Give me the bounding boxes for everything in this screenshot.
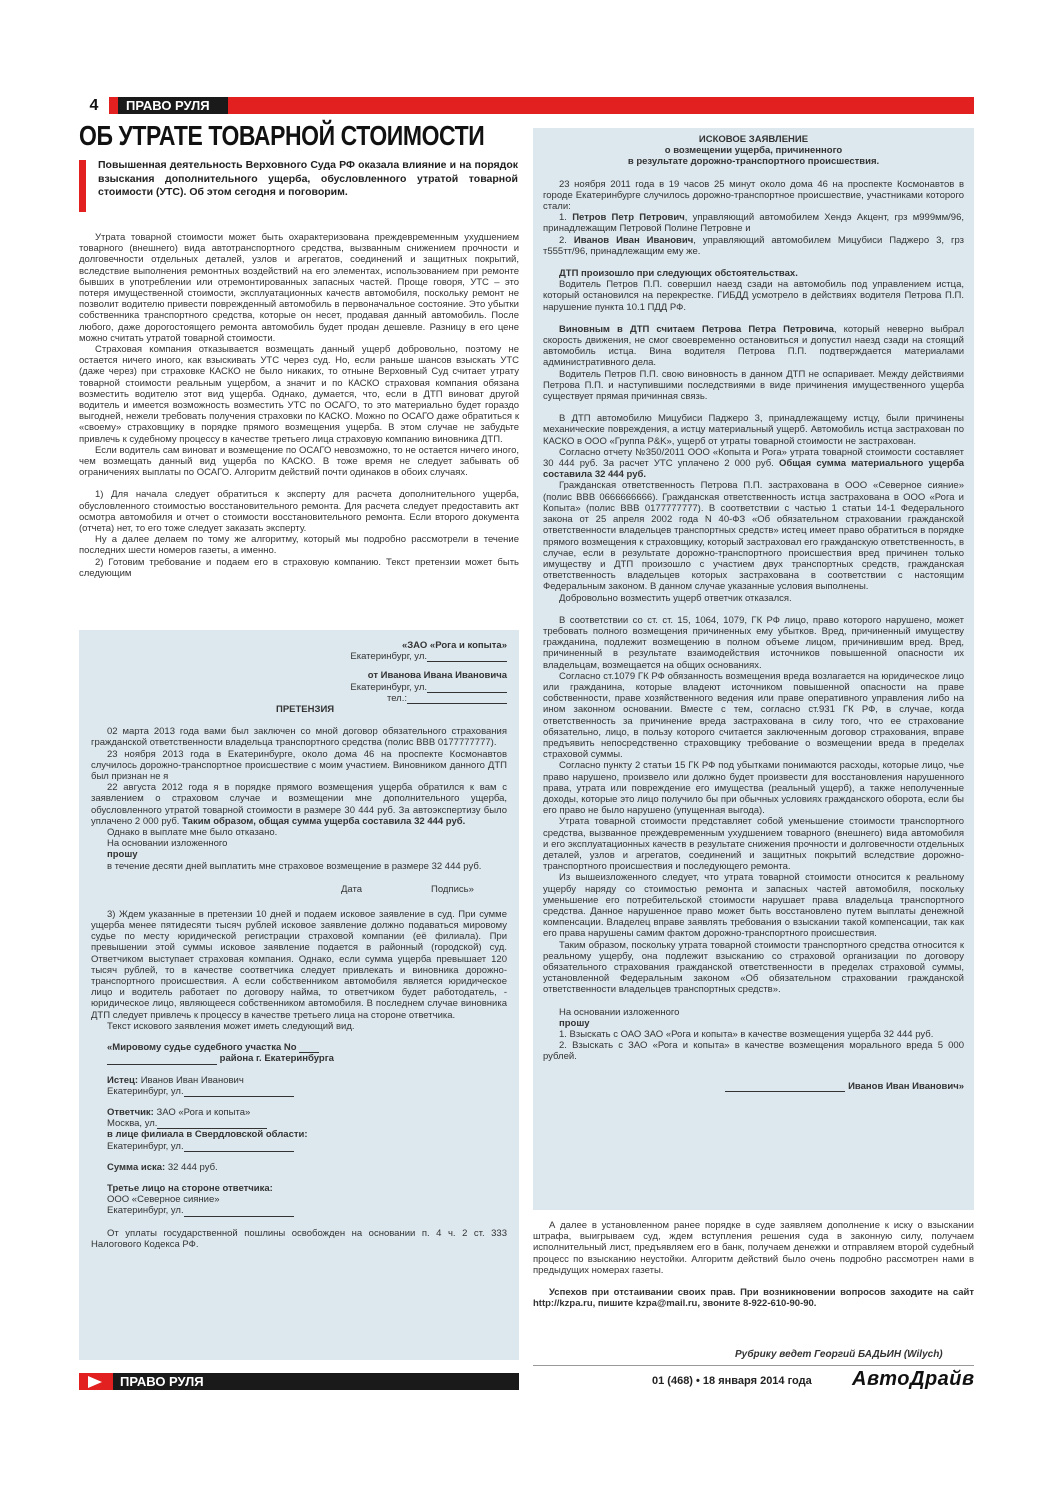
article-headline: ОБ УТРАТЕ ТОВАРНОЙ СТОИМОСТИ	[79, 120, 485, 151]
paragraph: 22 августа 2012 года я в порядке прямого возмещения ущерба обратился к вам с заявлением о страховом случае и возмещении мне дополнительного ущерба, обусловленного утратой товарной стоимости в размере 30 444 руб. За автоэкспертизу было уплачено 2 000 руб. Таким образом, общая сумма ущерба составила 32 444 руб.	[91, 782, 507, 827]
divider	[533, 1365, 974, 1366]
paragraph: От уплаты государственной пошлины освобожден на основании п. 4 ч. 2 ст. 333 Налогового Кодекса РФ.	[91, 1227, 507, 1250]
paragraph: 1) Для начала следует обратиться к эксперту для расчета дополнительного ущерба, обусловленного стоимостью восстановительного ремонта. Для расчета следует предоставить акт осмотра автомобиля и отчет о стоимости восстановительного ремонта. Если второго документа (отчета) нет, то его тоже следует заказать эксперту.	[79, 489, 519, 535]
lead-accent-bar	[79, 160, 86, 212]
paragraph: Страховая компания отказывается возмещать данный ущерб добровольно, поэтому не остается ничего иного, как взыскивать УТС через суд. Но, если раньше шансов взыскать УТС (даже через) при страховке КАСКО не было никаких, то отныне Верховный Суд считает утрату товарной стоимости реальным ущербом, а значит и по КАСКО страховая компания обязана возместить водителю этот вид ущерба. Однако, думается, что, если в ДТП виноват другой водитель и имеется возможность возместить УТС по ОСАГО, то это материально будет гораздо выгодней, нежели требовать получения страховки по КАСКО. Можно по ОСАГО даже обратиться к «своему» страховщику в порядке прямого возмещения ущерба. В этом случае не забудьте привлечь к судебному процессу в качестве третьего лица страховую компанию виновника ДТП.	[79, 344, 519, 445]
contacts-paragraph: Успехов при отстаивании своих прав. При возникновении вопросов заходите на сайт http://kzpa.ru, пишите kzpa@mail.ru, звоните 8-922-610-90-90.	[533, 1287, 974, 1310]
claim-from-city: Екатеринбург, ул.	[91, 682, 507, 693]
third-party-block: Третье лицо на стороне ответчика: ООО «Северное сияние» Екатеринбург, ул.	[107, 1183, 507, 1217]
paragraph: 2. Иванов Иван Иванович, управляющий автомобилем Мицубиси Паджеро 3, грз т555тт/96, принадлежащим ему же.	[543, 234, 964, 257]
paragraph: ДТП произошло при следующих обстоятельствах.	[559, 268, 798, 280]
lawsuit-box	[533, 128, 974, 1210]
paragraph: Ну а далее делаем по тому же алгоритму, который мы подробно рассмотрели в течение последних шести номеров газеты, а именно.	[79, 534, 519, 557]
paragraph: Таким образом, поскольку утрата товарной стоимости транспортного средства относится к реальному ущербу, она подлежит взысканию со страховой организации по договору обязательного страхования гражданской ответственности в пределах страховой суммы, установленной Федеральным законом «Об обязательном страховании гражданской ответственности владельцев транспортных средств».	[543, 939, 964, 996]
lawsuit-subtitle: о возмещении ущерба, причиненного	[664, 145, 843, 157]
paragraph: На основании изложенного	[559, 1006, 680, 1018]
paragraph: Утрата товарной стоимости представляет собой уменьшение стоимости транспортного средства, вызванное преждевременным ухудшением товарного (внешнего) вида автомобиля и его эксплуатационных качеств в результате снижения прочности и долговечности отдельных деталей, узлов и агрегатов, соединений и защитных покрытий вследствие дорожно-транспортного происшествия и последующего ремонта.	[543, 816, 964, 873]
rubric-author: Рубрику ведет Георгий БАДЬИН (Wilych)	[735, 1349, 943, 1360]
paragraph: Согласно отчету №350/2011 ООО «Копыта и Рога» утрата товарной стоимости составляет 30 444 руб. За расчет УТС уплачено 2 000 руб. Общая сумма материального ущерба составила 32 444 руб.	[543, 446, 964, 481]
claim-sum: Сумма иска: 32 444 руб.	[107, 1161, 218, 1173]
plaintiff-block: Истец: Иванов Иван Иванович Екатеринбург, ул.	[107, 1075, 507, 1097]
paragraph: Если водитель сам виноват и возмещение по ОСАГО невозможно, то не остается ничего иного, чем возмещать данный вид ущерба по КАСКО. В тоже время не следует забывать об ограничениях выплаты по ОСАГО. Алгоритм действий почти одинаков в обоих случаях.	[79, 444, 519, 479]
paragraph: 23 ноября 2013 года в Екатеринбурге, около дома 46 на проспекте Космонавтов случилось дорожно-транспортное происшествие с моим участием. Виновником данного ДТП был признан не я	[91, 748, 507, 783]
paragraph: Однако в выплате мне было отказано.	[107, 827, 278, 839]
paragraph: Добровольно возместить ущерб ответчик отказался.	[559, 592, 792, 604]
paragraph: Водитель Петров П.П. свою виновность в данном ДТП не оспаривает. Между действиями Петрова П.П. и наступившими последствиями в виде причинения имущественного ущерба существует прямая причинная связь.	[543, 368, 964, 403]
paragraph: Водитель Петров П.П. совершил наезд сзади на автомобиль под управлением истца, который остановился на перекрестке. ГИБДД усмотрело в действиях водителя Петрова П.П. нарушение пункта 10.1 ПДД РФ.	[543, 279, 964, 313]
paragraph: Утрата товарной стоимости может быть охарактеризована преждевременным ухудшением товарного (внешнего) вида автотранспортного средства, вызванным снижением прочности и долговечности отдельных деталей, узлов и агрегатов, соединений и защитных покрытий, вследствие выполнения ремонтных воздействий на его элементах, использованием при ремонте бывших в употреблении или отремонтированных запасных частей. Проще говоря, УТС – это потеря имущественной стоимости, эксплуатационных качеств автомобиля, поскольку ремонт не позволит водителю привести поврежденный автомобиль в первоначальное состояние. Это убытки собственника транспортного средства, которые он несет, продавая данный автомобиль. После любого, даже дорогостоящего ремонта автомобиль будет продан дешевле. Разницу в его цене можно считать утратой товарной стоимости.	[79, 232, 519, 344]
court-address: «Мировому судье судебного участка No	[107, 1042, 507, 1053]
paragraph: В соответствии со ст. ст. 15, 1064, 1079, ГК РФ лицо, право которого нарушено, может требовать полного возмещения причиненных ему убытков. Вред, причиненный имуществу гражданина, подлежит возмещению в полном объеме лицом, причинившим вред. Вред, причиненный в результате взаимодействия источников повышенной опасности их владельцам, возмещается на общих основаниях.	[543, 614, 964, 671]
closing-text	[533, 1220, 974, 1309]
paragraph: Согласно пункту 2 статьи 15 ГК РФ под убытками понимаются расходы, которые лицо, чье право нарушено, произвело или должно будет произвести для восстановления нарушенного права, утрата или повреждение его имущества (реальный ущерб), а также неполученные доходы, которые это лицо получило бы при обычных условиях гражданского оборота, если бы его право не было нарушено (упущенная выгода).	[543, 760, 964, 817]
paragraph: 2. Взыскать с ЗАО «Рога и копыта» в качестве возмещения морального вреда 5 000 рублей.	[543, 1040, 964, 1063]
paragraph: прошу	[107, 849, 138, 861]
defendant-block: Ответчик: ЗАО «Рога и копыта» Москва, ул. в лице филиала в Свердловской области: Екатеринбург, ул.	[107, 1106, 308, 1152]
paragraph: Виновным в ДТП считаем Петрова Петра Петровича, который неверно выбрал скорость движения, не смог своевременно остановиться и допустил наезд сзади на стоящий автомобиль истца. Вина водителя Петрова П.П. подтверждается материалами административного дела.	[543, 323, 964, 369]
claim-title: ПРЕТЕНЗИЯ	[276, 704, 335, 716]
claim-to-company: «ЗАО «Рога и копыта»	[401, 640, 507, 651]
paragraph: 02 марта 2013 года вами был заключен со мной договор обязательного страхования гражданской ответственности владельца транспортного средства (полис ВВВ 0177777777).	[91, 726, 507, 749]
court-address-2: района г. Екатеринбурга	[107, 1053, 507, 1064]
claim-from: от Иванова Ивана Ивановича	[367, 670, 507, 682]
paragraph: Согласно ст.1079 ГК РФ обязанность возмещения вреда возлагается на юридическое лицо или гражданина, которые владеют источником повышенной опасности на праве собственности, праве хозяйственного ведения или праве оперативного управления либо на ином законном основании. Вместе с тем, согласно ст.931 ГК РФ, в случае, когда ответственность за причинение вреда застрахована в силу того, что ее страхование обязательно, лицо, в пользу которого считается заключенным договор страхования, вправе предъявить непосредственно страховщику требование о возмещении вреда в пределах страховой суммы.	[543, 670, 964, 761]
paragraph: прошу	[559, 1017, 590, 1029]
claim-letter-box	[79, 630, 519, 1360]
rubric-label-top: ПРАВО РУЛЯ	[118, 97, 228, 114]
paragraph: в течение десяти дней выплатить мне страховое возмещение в размере 32 444 руб.	[107, 860, 482, 872]
paragraph: Из вышеизложенного следует, что утрата товарной стоимости относится к реальному ущербу наряду со стоимостью ремонта и запасных частей автомобиля, поскольку уменьшение его потребительской стоимости нарушает права владельца транспортного средства. Данное нарушенное право может быть восстановлено путем выплаты денежной компенсации. Владелец вправе заявлять требования о взыскании такой компенсации, так как его права нарушены самим фактом дорожно-транспортного происшествия.	[543, 872, 964, 940]
footer-rubric-label: ПРАВО РУЛЯ	[120, 1374, 204, 1389]
paragraph: Гражданская ответственность Петрова П.П. застрахована в ООО «Северное сияние» (полис ВВВ 0666666666). Гражданская ответственность истца застрахована в ООО «Рога и Копыта» (полис ВВВ 0177777777). В соответствии с частью 1 статьи 14-1 Федерального закона от 25 апреля 2002 года N 40-ФЗ «Об обязательном страховании гражданской ответственности владельцев транспортных средств» истец имеет право обратиться в порядке прямого возмещения к страховщику, который застраховал его гражданскую ответственность, в случае, если в результате дорожно-транспортного происшествия вред причинен только имуществу и ДТП произошло с участием двух транспортных средств, гражданская ответственность владельцев которых застрахована в соответствии с настоящим Федеральным законом. В данном случае указанные условия выполнены.	[543, 480, 964, 593]
paragraph: 1. Взыскать с ОАО ЗАО «Рога и копыта» в качестве возмещения ущерба 32 444 руб.	[559, 1029, 934, 1041]
claim-date-signature: Дата Подпись»	[341, 883, 474, 895]
article-lead: Повышенная деятельность Верховного Суда РФ оказала влияние и на порядок взыскания дополнительного ущерба, обусловленного утратой товарной стоимости (УТС). Об этом сегодня и поговорим.	[98, 159, 518, 198]
paragraph: 3) Ждем указанные в претензии 10 дней и подаем исковое заявление в суд. При сумме ущерба менее пятидесяти тысяч рублей исковое заявление должно подаваться мировому судье по месту юридической регистрации страховой компании (её филиала). При превышении этой суммы исковое заявление подается в районный (городской) суд. Ответчиком выступает страховая компания. Однако, если сумма ущерба превышает 120 тысяч рублей, то в качестве соответчика следует привлекать и виновника дорожно-транспортного происшествия. А если собственником автомобиля является юридическое лицо и водитель работает по договору найма, то ответчиком будет работодатель, - юридическое лицо, являющееся собственником автомобиля. В последнем случае виновника ДТП следует привлечь к процессу в качестве третьего лица на стороне ответчика.	[91, 908, 507, 1021]
paragraph: На основании изложенного	[107, 838, 228, 850]
arrow-right-icon	[88, 1376, 102, 1388]
paragraph: 2) Готовим требование и подаем его в страховую компанию. Текст претензии может быть следующим	[79, 556, 519, 579]
claim-tel: тел.:	[91, 693, 507, 704]
lawsuit-subtitle-2: в результате дорожно-транспортного происшествия.	[627, 156, 880, 168]
paragraph: 23 ноября 2011 года в 19 часов 25 минут около дома 46 на проспекте Космонавтов в городе Екатеринбурге случилось дорожно-транспортное происшествие, участниками которого стали:	[543, 178, 964, 213]
page-number: 4	[79, 97, 109, 114]
paragraph: Текст искового заявления может иметь следующий вид.	[107, 1020, 355, 1032]
lawsuit-title: ИСКОВОЕ ЗАЯВЛЕНИЕ	[698, 134, 809, 145]
lawsuit-signer: Иванов Иван Иванович»	[543, 1081, 964, 1092]
claim-to-city: Екатеринбург, ул.	[91, 651, 507, 662]
issue-info: 01 (468) • 18 января 2014 года	[652, 1375, 812, 1387]
left-article-body	[79, 232, 519, 579]
paragraph: 1. Петров Петр Петрович, управляющий автомобилем Хендэ Акцент, грз м999мм/96, принадлежащим Петровой Полине Петровне и	[543, 212, 965, 235]
magazine-logo: АвтоДрайв	[852, 1368, 975, 1390]
paragraph: В ДТП автомобилю Мицубиси Паджеро 3, принадлежащему истцу, были причинены механические повреждения, а истцу материальный ущерб. Автомобиль истца застрахован по КАСКО в ООО «Группа P&K», ущерб от утраты товарной стоимости не застрахован.	[543, 413, 964, 447]
paragraph: А далее в установленном ранее порядке в суде заявляем дополнение к иску о взыскании штрафа, выигрываем суд, ждем вступления решения суда в законную силу, получаем исполнительный лист, предъявляем его в банк, получаем денежки и отправляем второй судебный процесс по взысканию неустойки. Алгоритм действий было очень подробно рассмотрен нами в предыдущих номерах газеты.	[533, 1220, 974, 1276]
